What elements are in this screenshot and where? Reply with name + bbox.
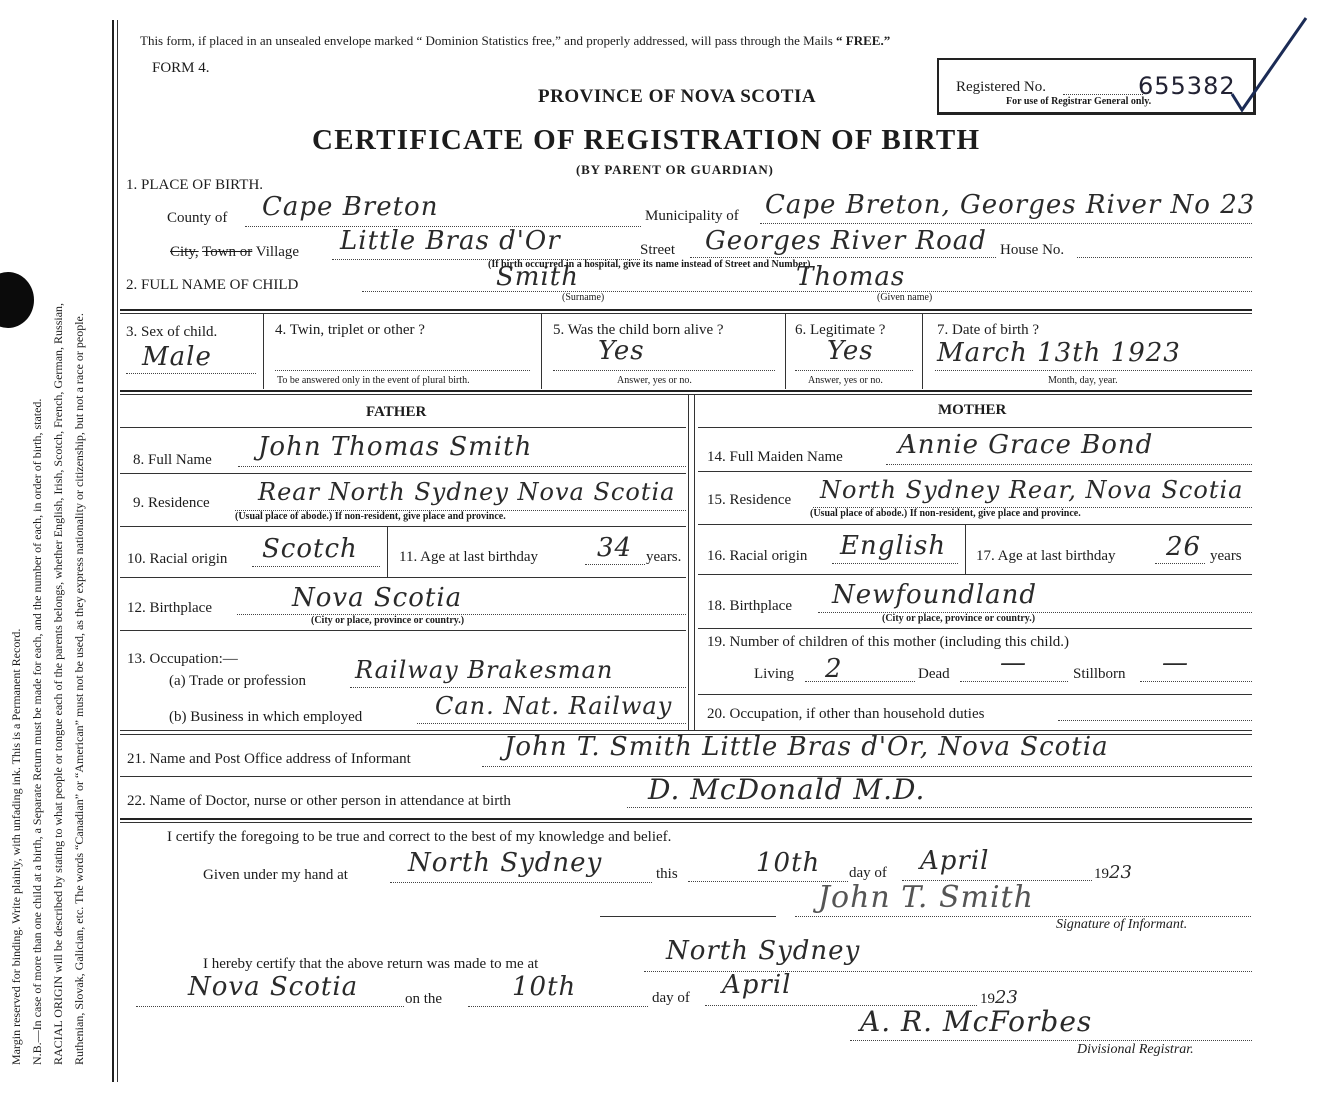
given-caption: (Given name) [877, 292, 933, 303]
father-birthplace-note: (City or place, province or country.) [311, 615, 465, 626]
trade-line [350, 687, 686, 688]
father-racial-value: Scotch [262, 534, 358, 564]
living-label: Living [754, 666, 794, 682]
binding-rule [112, 20, 114, 1082]
binding-rule-inner [117, 20, 118, 1082]
father-residence-label: 9. Residence [133, 495, 210, 511]
registrar-caption: Divisional Registrar. [1077, 1042, 1194, 1057]
doctor-line [627, 807, 1252, 808]
registrar-note: For use of Registrar General only. [1006, 96, 1152, 107]
alive-note: Answer, yes or no. [617, 375, 692, 386]
legitimate-note: Answer, yes or no. [808, 375, 883, 386]
father-name-line [238, 466, 686, 467]
registrar-month-value: April [722, 970, 792, 1000]
legitimate-label: 6. Legitimate ? [795, 322, 886, 338]
legitimate-value: Yes [827, 336, 874, 366]
rule [698, 524, 1252, 525]
rule [120, 730, 1252, 731]
registrar-province-line [136, 1006, 404, 1007]
legitimate-line [795, 370, 913, 371]
business-line [417, 723, 686, 724]
registrar-signature: A. R. McForbes [860, 1005, 1093, 1038]
signature-caption: Signature of Informant. [1056, 917, 1188, 932]
street-line [690, 257, 996, 258]
blank-line [600, 916, 776, 917]
mother-birthplace-value: Newfoundland [832, 580, 1038, 610]
doctor-value: D. McDonald M.D. [648, 773, 926, 806]
dob-note: Month, day, year. [1048, 375, 1118, 386]
living-line [805, 681, 915, 682]
divider [541, 313, 542, 389]
form-number: FORM 4. [152, 60, 210, 76]
father-residence-note: (Usual place of abode.) If non-resident, give place and province. [235, 511, 506, 522]
mother-occupation-line [1058, 720, 1252, 721]
father-age-unit: years. [646, 549, 682, 565]
divider [785, 313, 786, 389]
dead-label: Dead [918, 666, 950, 682]
father-name-label: 8. Full Name [133, 452, 212, 468]
given-place-value: North Sydney [408, 848, 603, 878]
business-label: (b) Business in which employed [169, 709, 363, 725]
mail-notice-text: This form, if placed in an unsealed envelope marked “ Dominion Statistics free,” and properly addressed, will pass through the Mails [140, 33, 837, 48]
village-label-text: Village [255, 244, 300, 260]
twin-label: 4. Twin, triplet or other ? [275, 322, 425, 338]
divider [387, 527, 388, 577]
registrar-signature-line [850, 1040, 1252, 1041]
day-value: 10th [756, 848, 821, 878]
rule [120, 822, 1252, 823]
sex-value: Male [142, 342, 212, 372]
rule [120, 473, 686, 474]
mother-name-label: 14. Full Maiden Name [707, 449, 843, 465]
registered-number: 655382 [1138, 72, 1236, 100]
rule [120, 630, 686, 631]
mother-heading: MOTHER [938, 402, 1007, 418]
center-divider [694, 394, 695, 730]
stillborn-label: Stillborn [1073, 666, 1126, 682]
father-birthplace-value: Nova Scotia [292, 583, 463, 613]
village-value: Little Bras d'Or [340, 226, 561, 256]
father-racial-line [252, 566, 380, 567]
registered-label: Registered No. [956, 79, 1046, 95]
alive-label: 5. Was the child born alive ? [553, 322, 724, 338]
mother-name-value: Annie Grace Bond [898, 430, 1154, 460]
page-title: CERTIFICATE OF REGISTRATION OF BIRTH [312, 124, 981, 156]
this-label: this [656, 866, 678, 882]
occupation-label: 13. Occupation:— [127, 651, 238, 667]
mother-birthplace-label: 18. Birthplace [707, 598, 792, 614]
rule [698, 694, 1252, 695]
mail-notice [140, 33, 890, 49]
page-subtitle: (BY PARENT OR GUARDIAN) [576, 162, 774, 177]
registrar-place-value: North Sydney [666, 936, 861, 966]
sex-line [126, 373, 256, 374]
father-racial-label: 10. Racial origin [127, 551, 228, 567]
mother-age-label: 17. Age at last birthday [976, 548, 1116, 564]
mother-occupation-label: 20. Occupation, if other than household duties [707, 706, 985, 722]
margin-instructions [6, 45, 90, 1065]
certify-statement: I certify the foregoing to be true and correct to the best of my knowledge and belief. [167, 829, 672, 845]
divider [922, 313, 923, 389]
margin-line-1: Margin reserved for binding. Write plainly, with unfading ink. This is a Permanent Record. [9, 628, 23, 1065]
town-label: Town or [202, 244, 253, 260]
alive-value: Yes [598, 336, 645, 366]
house-line [1077, 257, 1252, 258]
child-given-name: Thomas [796, 262, 906, 292]
father-heading: FATHER [366, 404, 427, 420]
rule [120, 577, 686, 578]
registrar-day-of-label: day of [652, 990, 690, 1006]
dob-label: 7. Date of birth ? [937, 322, 1040, 338]
given-label: Given under my hand at [203, 867, 348, 883]
father-name-value: John Thomas Smith [258, 432, 533, 462]
twin-note: To be answered only in the event of plural birth. [277, 375, 470, 386]
registrar-day-line [468, 1006, 648, 1007]
doctor-label: 22. Name of Doctor, nurse or other person in attendance at birth [127, 793, 511, 809]
children-label: 19. Number of children of this mother (including this child.) [707, 634, 1070, 650]
dead-line [960, 681, 1068, 682]
mail-notice-free: “ FREE.” [836, 33, 891, 48]
informant-line [482, 766, 1252, 767]
father-age-label: 11. Age at last birthday [399, 549, 538, 565]
father-birthplace-label: 12. Birthplace [127, 600, 212, 616]
dead-value: — [1000, 648, 1027, 678]
mother-name-line [886, 464, 1252, 465]
rule [120, 427, 686, 428]
rule [120, 526, 686, 527]
margin-line-2: N.B.—In case of more than one child at a birth, a Separate Return must be made for each, and the number of each, in order of birth, stated. [30, 398, 44, 1065]
dob-value: March 13th 1923 [937, 338, 1181, 368]
registrar-province-value: Nova Scotia [188, 972, 359, 1002]
street-value: Georges River Road [705, 226, 987, 256]
stillborn-value: — [1162, 648, 1189, 678]
registrar-day-value: 10th [512, 972, 577, 1002]
business-value: Can. Nat. Railway [435, 692, 673, 720]
trade-label: (a) Trade or profession [169, 673, 307, 689]
day-of-label: day of [849, 865, 887, 881]
stillborn-line [1140, 681, 1252, 682]
center-divider [688, 394, 689, 730]
mother-birthplace-note: (City or place, province or country.) [882, 613, 1036, 624]
margin-line-4: Ruthenian, Slovak, Galician, etc. The words “Canadian” or “American” must not be used, as they express nationality or citizenship, but not a race or people. [72, 313, 86, 1065]
living-value: 2 [825, 654, 843, 684]
house-label: House No. [1000, 242, 1065, 258]
year-line [1094, 862, 1132, 883]
informant-signature: John T. Smith [818, 880, 1034, 915]
county-value: Cape Breton [262, 192, 439, 222]
dob-line [935, 370, 1252, 371]
municipality-line [760, 223, 1252, 224]
province-heading: PROVINCE OF NOVA SCOTIA [538, 86, 817, 107]
city-label: City, [170, 244, 199, 260]
trade-value: Railway Brakesman [355, 656, 614, 684]
given-place-line [390, 882, 652, 883]
street-label: Street [640, 242, 675, 258]
year-prefix: 19 [1094, 866, 1109, 882]
surname-caption: (Surname) [562, 292, 605, 303]
sex-label: 3. Sex of child. [126, 324, 218, 340]
mother-age-unit: years [1210, 548, 1242, 564]
mother-age-line [1155, 563, 1205, 564]
check-mark-icon [1228, 14, 1310, 114]
mother-racial-value: English [840, 531, 947, 561]
informant-value: John T. Smith Little Bras d'Or, Nova Scotia [504, 732, 1109, 762]
rule [120, 818, 1252, 820]
year-value: 23 [1109, 862, 1132, 883]
informant-label: 21. Name and Post Office address of Informant [127, 751, 411, 767]
rule [698, 471, 1252, 472]
mother-racial-label: 16. Racial origin [707, 548, 808, 564]
mother-residence-value: North Sydney Rear, Nova Scotia [820, 476, 1244, 504]
father-residence-value: Rear North Sydney Nova Scotia [258, 478, 676, 506]
mother-racial-line [832, 563, 958, 564]
child-surname: Smith [496, 262, 579, 292]
child-name-label: 2. FULL NAME OF CHILD [126, 277, 299, 293]
registered-dots [1063, 94, 1143, 95]
village-label [170, 244, 299, 261]
municipality-label: Municipality of [645, 208, 739, 224]
rule [120, 313, 1252, 314]
registrar-year-value: 23 [995, 987, 1018, 1008]
rule [120, 390, 1252, 392]
twin-line [275, 370, 530, 371]
month-value: April [920, 846, 990, 876]
rule [698, 427, 1252, 428]
on-the-label: on the [405, 991, 443, 1007]
mother-residence-note: (Usual place of abode.) If non-resident, give place and province. [810, 508, 1081, 519]
registrar-statement: I hereby certify that the above return was made to me at [203, 956, 539, 972]
place-heading: 1. PLACE OF BIRTH. [126, 177, 264, 193]
father-age-line [585, 564, 645, 565]
municipality-value: Cape Breton, Georges River No 23 [765, 190, 1256, 220]
mother-residence-label: 15. Residence [707, 492, 792, 508]
rule [120, 394, 1252, 395]
hospital-note: (If birth occurred in a hospital, give its name instead of Street and Number) [488, 259, 811, 270]
alive-line [553, 370, 775, 371]
mother-age-value: 26 [1166, 532, 1202, 562]
rule [698, 628, 1252, 629]
father-age-value: 34 [597, 533, 633, 563]
divider [965, 524, 966, 574]
registrar-year-prefix: 19 [980, 991, 995, 1007]
divider [263, 313, 264, 389]
county-label: County of [167, 210, 228, 226]
rule [120, 309, 1252, 311]
rule [698, 574, 1252, 575]
margin-line-3: RACIAL ORIGIN will be described by stating to what people or tongue each of the parents belongs, whether English, Irish, Scotch, French, German, Russian, [51, 302, 65, 1065]
